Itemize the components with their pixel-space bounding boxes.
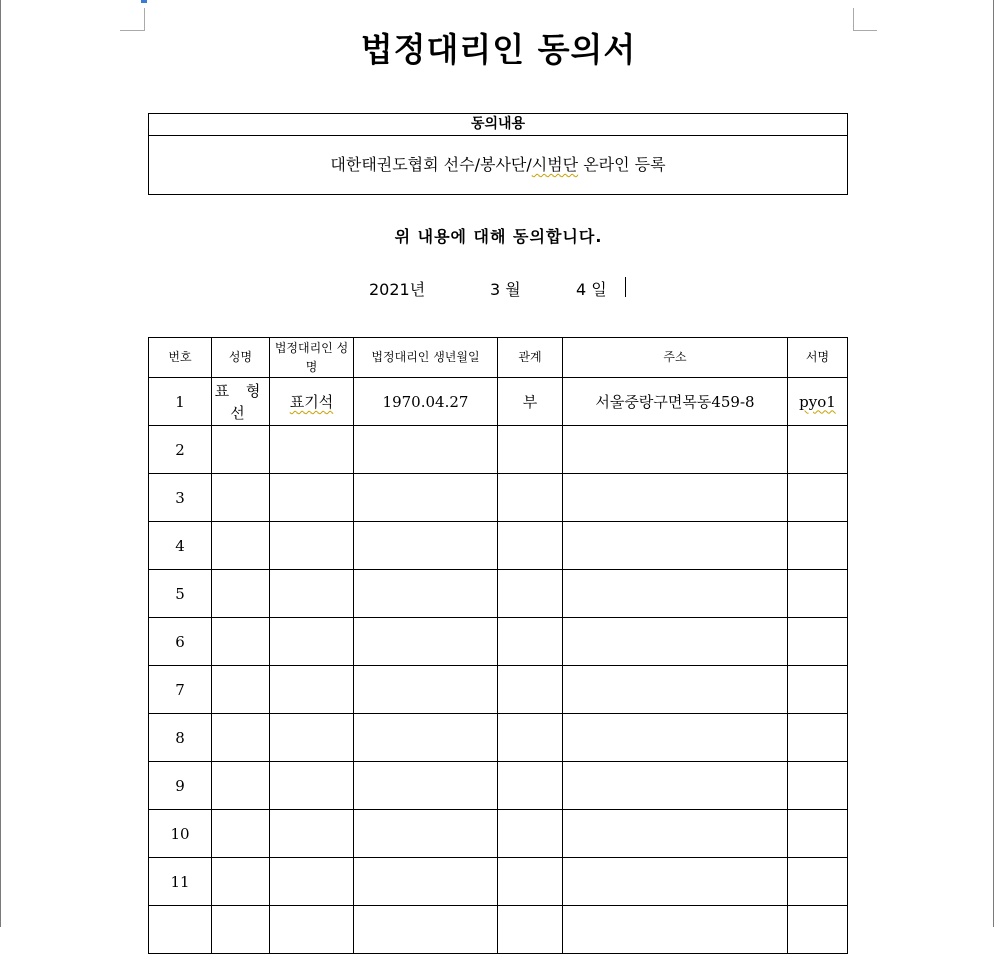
cell-name[interactable] [212,426,270,474]
cell-address[interactable] [563,714,788,762]
table-row [149,762,848,810]
cell-relation[interactable]: 부 [498,378,563,426]
cell-relation[interactable] [498,666,563,714]
header-number[interactable]: 번호 [149,338,212,378]
cell-guardian-birth[interactable] [354,474,498,522]
header-name[interactable]: 성명 [212,338,270,378]
guardian-table [148,337,848,954]
table-row [149,474,848,522]
cell-address[interactable] [563,666,788,714]
cell-signature[interactable] [788,666,848,714]
cell-guardian-birth[interactable] [354,810,498,858]
cell-guardian-name[interactable] [270,570,354,618]
spellcheck-word: 시범단 [531,155,579,174]
header-guardian-birth[interactable]: 법정대리인 생년월일 [354,338,498,378]
cell-guardian-name[interactable] [270,426,354,474]
cell-relation[interactable] [498,906,563,954]
cell-name[interactable] [212,618,270,666]
cell-name[interactable] [212,522,270,570]
cell-name[interactable]: 표 형 선 [212,378,270,426]
cell-number[interactable]: 10 [149,810,212,858]
cell-guardian-name[interactable] [270,666,354,714]
cell-guardian-birth[interactable] [354,906,498,954]
cell-signature[interactable] [788,522,848,570]
table-header-row [149,338,848,378]
table-row [149,426,848,474]
cell-signature[interactable] [788,570,848,618]
header-signature[interactable]: 서명 [788,338,848,378]
cell-number[interactable]: 5 [149,570,212,618]
header-guardian-name[interactable]: 법정대리인 성명 [270,338,354,378]
cell-guardian-birth[interactable] [354,762,498,810]
table-row [149,858,848,906]
cell-relation[interactable] [498,426,563,474]
cell-guardian-name[interactable] [270,858,354,906]
cell-guardian-birth[interactable] [354,522,498,570]
cell-number[interactable]: 4 [149,522,212,570]
cell-number[interactable]: 6 [149,618,212,666]
cell-signature[interactable] [788,810,848,858]
cell-signature[interactable] [788,762,848,810]
cell-relation[interactable] [498,522,563,570]
cell-guardian-birth[interactable] [354,426,498,474]
consent-text-post: 온라인 등록 [578,155,666,174]
cell-relation[interactable] [498,618,563,666]
table-row [149,378,848,426]
text-cursor [625,277,626,297]
table-row [149,906,848,954]
consent-box [148,113,848,195]
cell-relation[interactable] [498,810,563,858]
cell-name[interactable] [212,858,270,906]
cell-guardian-birth[interactable] [354,570,498,618]
cell-address[interactable] [563,570,788,618]
table-row [149,618,848,666]
cell-number[interactable]: 3 [149,474,212,522]
cell-guardian-name[interactable] [270,762,354,810]
cell-number[interactable]: 8 [149,714,212,762]
cell-number[interactable] [149,906,212,954]
table-row [149,666,848,714]
consent-text-pre: 대한태권도협회 선수/봉사단/ [330,155,532,174]
cell-guardian-name[interactable] [270,714,354,762]
cell-relation[interactable] [498,714,563,762]
cell-address[interactable] [563,858,788,906]
cell-name[interactable] [212,666,270,714]
cell-signature[interactable] [788,714,848,762]
date-year[interactable]: 2021년 [369,280,426,299]
spellcheck-word: pyo1 [799,392,836,411]
cell-name[interactable] [212,714,270,762]
cell-guardian-name[interactable] [270,906,354,954]
cell-name[interactable] [212,474,270,522]
cell-number[interactable]: 7 [149,666,212,714]
cell-guardian-name[interactable] [270,522,354,570]
cell-address[interactable] [563,762,788,810]
cell-signature[interactable] [788,858,848,906]
cell-guardian-name[interactable] [270,474,354,522]
cell-guardian-name[interactable] [270,618,354,666]
agreement-statement[interactable]: 위 내용에 대해 동의합니다. [394,227,603,246]
table-row [149,714,848,762]
page-left-edge [0,0,1,927]
cell-name[interactable] [212,570,270,618]
cell-address[interactable] [563,426,788,474]
cell-address[interactable]: 서울중랑구면목동459-8 [563,378,788,426]
cell-number[interactable]: 11 [149,858,212,906]
cell-relation[interactable] [498,762,563,810]
cell-guardian-name[interactable] [270,810,354,858]
page-right-edge [993,0,994,927]
date-day[interactable]: 4 일 [576,280,607,299]
cell-guardian-birth[interactable] [354,618,498,666]
cell-signature[interactable] [788,378,848,426]
cell-address[interactable] [563,810,788,858]
cell-name[interactable] [212,906,270,954]
header-relation[interactable]: 관계 [498,338,563,378]
cell-guardian-birth[interactable] [354,666,498,714]
cell-signature[interactable] [788,618,848,666]
table-row [149,570,848,618]
cell-guardian-birth[interactable] [354,714,498,762]
cell-signature[interactable] [788,906,848,954]
cell-address[interactable] [563,474,788,522]
cell-signature[interactable] [788,426,848,474]
table-row [149,522,848,570]
cell-relation[interactable] [498,858,563,906]
cell-guardian-birth[interactable] [354,858,498,906]
cell-address[interactable] [563,522,788,570]
cell-guardian-name[interactable] [270,378,354,426]
table-row [149,810,848,858]
cell-number[interactable]: 1 [149,378,212,426]
cell-guardian-birth[interactable]: 1970.04.27 [354,378,498,426]
cell-number[interactable]: 2 [149,426,212,474]
cell-relation[interactable] [498,474,563,522]
consent-text[interactable] [149,136,847,193]
document-title[interactable]: 법정대리인 동의서 [360,30,637,69]
spellcheck-word: 표기석 [289,393,334,411]
date-month[interactable]: 3 월 [490,280,521,299]
cell-address[interactable] [563,618,788,666]
cell-signature[interactable] [788,474,848,522]
cell-name[interactable] [212,810,270,858]
cell-relation[interactable] [498,570,563,618]
cell-number[interactable]: 9 [149,762,212,810]
cell-address[interactable] [563,906,788,954]
cell-name[interactable] [212,762,270,810]
consent-header[interactable]: 동의내용 [149,114,847,136]
ruler-marker [141,0,147,3]
header-address[interactable]: 주소 [563,338,788,378]
